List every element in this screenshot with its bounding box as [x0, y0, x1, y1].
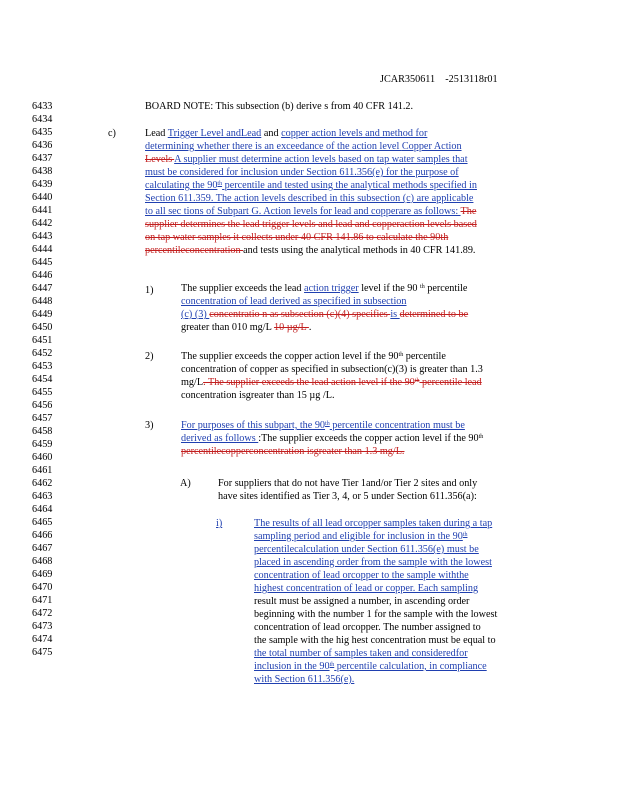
line-number: 6440: [32, 192, 53, 203]
text-line: [254, 531, 467, 543]
line-number: 6470: [32, 582, 53, 593]
inserted-text: percentilecalculation under Section 611.356(e) must be: [254, 544, 479, 555]
text-line: [218, 491, 477, 503]
item-label-i: i): [216, 518, 223, 529]
text-line: [254, 648, 468, 660]
item-label-1: 1): [145, 285, 154, 296]
text-line: [254, 674, 354, 686]
line-number: 6436: [32, 140, 53, 151]
line-number: 6459: [32, 439, 53, 450]
line-number: 6446: [32, 270, 53, 281]
inserted-text: to all sec tions of Subpart G. Action levels for lead and copperare as follows:: [145, 206, 461, 217]
inserted-text: th: [325, 421, 330, 427]
text-line: [145, 193, 473, 205]
text-line: [181, 377, 482, 389]
plain-text: BOARD NOTE: This subsection (b) derive s from 40 CFR 141.2.: [145, 101, 414, 112]
inserted-text: inclusion in the 90: [254, 661, 330, 672]
line-number: 6445: [32, 257, 53, 268]
deleted-text: on tap water samples it collects under 40 CFR 141.86 to calculate the 90th: [145, 232, 449, 243]
text-line: [145, 101, 413, 113]
item-label-2: 2): [145, 351, 154, 362]
inserted-text: lead: [250, 296, 270, 307]
line-number: 6452: [32, 348, 53, 359]
plain-text: beginning with the number 1 for the sample with the lowest: [254, 609, 498, 620]
line-number: 6438: [32, 166, 53, 177]
deleted-text: percentilecopperconcentration: [181, 446, 307, 457]
plain-text: concentration of copper as specified in subsection(c)(3) is greater than 1.3: [181, 364, 483, 375]
inserted-text: highest concentration of lead or copper. Each sampling: [254, 583, 479, 594]
inserted-text: (c) (3): [181, 309, 210, 320]
line-number: 6448: [32, 296, 53, 307]
inserted-text: th: [329, 662, 335, 668]
line-number: 6458: [32, 426, 53, 437]
text-line: [181, 390, 335, 402]
line-number: 6444: [32, 244, 53, 255]
plain-text: mg/L: [181, 377, 204, 388]
plain-text: the sample with the hig hest concentration must be equal to: [254, 635, 496, 646]
text-line: [254, 518, 492, 530]
text-line: [145, 167, 459, 179]
inserted-text: Trigger Level andLead: [167, 128, 262, 139]
inserted-text: concentration of: [181, 296, 251, 307]
line-number: 6460: [32, 452, 53, 463]
deleted-text: th: [414, 378, 420, 384]
text-line: [181, 283, 467, 295]
deleted-text: 10 µg/L: [273, 322, 309, 333]
line-number: 6443: [32, 231, 53, 242]
inserted-text: th: [217, 181, 223, 187]
inserted-text: A supplier must determine action levels based on tap water samples that: [174, 154, 468, 165]
item-label-A: A): [180, 478, 191, 489]
deleted-text: determined to be: [399, 309, 469, 320]
line-number: 6457: [32, 413, 53, 424]
text-line: [254, 557, 492, 569]
inserted-text: copper action levels and method for: [281, 128, 428, 139]
inserted-text: Section 611.359. The action levels described in this subsection (c) are applicable: [145, 193, 474, 204]
plain-text: :The supplier exceeds the copper action level if the 90: [258, 433, 479, 444]
deleted-text: concentratio n as subsection (c)(4) specifies: [209, 309, 391, 320]
line-number: 6465: [32, 517, 53, 528]
text-line: [145, 219, 477, 231]
line-number: 6456: [32, 400, 53, 411]
text-line: [145, 232, 448, 244]
line-number: 6441: [32, 205, 53, 216]
text-line: [254, 661, 487, 673]
plain-text: greater than 010 mg/L: [181, 322, 274, 333]
plain-text: th: [478, 434, 484, 440]
plain-text: concentration isgreater than 15 µg /L.: [181, 390, 335, 401]
plain-text: Lead: [145, 128, 168, 139]
text-line: [254, 622, 481, 634]
plain-text: .: [308, 322, 312, 333]
text-line: [254, 544, 479, 556]
inserted-text: must be considered for inclusion under Section 611.356(e) for the purpose of: [145, 167, 459, 178]
inserted-text: percentile calculation, in compliance: [334, 661, 487, 672]
inserted-text: is: [390, 309, 400, 320]
line-number: 6461: [32, 465, 53, 476]
text-line: [181, 309, 468, 321]
text-line: [181, 433, 483, 445]
text-line: [181, 364, 483, 376]
deleted-text: The: [460, 206, 477, 217]
inserted-text: with Section 611.356(e).: [254, 674, 355, 685]
inserted-text: th: [462, 532, 468, 538]
inserted-text: determining whether there is an exceedance of the action level: [145, 141, 402, 152]
text-line: [181, 296, 406, 308]
line-number: 6433: [32, 101, 53, 112]
inserted-text: For purposes of this subpart, the 90: [181, 420, 326, 431]
line-number: 6469: [32, 569, 53, 580]
line-number: 6434: [32, 114, 53, 125]
line-number: 6471: [32, 595, 53, 606]
line-number: 6435: [32, 127, 53, 138]
inserted-text: concentration of lead orcopper to the sample withthe: [254, 570, 469, 581]
line-number: 6472: [32, 608, 53, 619]
line-number: 6466: [32, 530, 53, 541]
text-line: [181, 446, 404, 458]
plain-text: level if the 90: [358, 283, 421, 294]
text-line: [254, 570, 469, 582]
line-number: 6449: [32, 309, 53, 320]
line-number: 6473: [32, 621, 53, 632]
item-label-c: c): [108, 128, 116, 139]
deleted-text: Levels: [145, 154, 175, 165]
plain-text: percentile: [403, 351, 446, 362]
inserted-text: action trigger: [304, 283, 359, 294]
plain-text: th: [398, 352, 404, 358]
plain-text: The supplier exceeds the copper action level if the 90: [181, 351, 399, 362]
plain-text: percentile: [424, 283, 468, 294]
deleted-text: percentileconcentration: [145, 245, 244, 256]
inserted-text: percentile and tested using the analytical methods specified in: [222, 180, 477, 191]
plain-text: For suppliers that do not have Tier 1and/or Tier 2 sites and only: [218, 478, 478, 489]
plain-text: have sites identified as Tier 3, 4, or 5 under Section 611.356(a):: [218, 491, 477, 502]
text-line: [218, 478, 477, 490]
plain-text: result must be assigned a number, in ascending order: [254, 596, 470, 607]
line-number: 6464: [32, 504, 53, 515]
line-number: 6474: [32, 634, 53, 645]
text-line: [145, 206, 476, 218]
line-number: 6467: [32, 543, 53, 554]
deleted-text: supplier determines the lead trigger levels and lead and copperaction levels based: [145, 219, 477, 230]
line-number: 6447: [32, 283, 53, 294]
text-line: [145, 141, 462, 153]
line-number: 6437: [32, 153, 53, 164]
deleted-text: . The supplier exceeds the lead action level if the 90: [203, 377, 415, 388]
line-number: 6462: [32, 478, 53, 489]
line-number: 6451: [32, 335, 53, 346]
line-number: 6475: [32, 647, 53, 658]
line-number: 6455: [32, 387, 53, 398]
line-number: 6463: [32, 491, 53, 502]
text-line: [254, 609, 497, 621]
text-line: [181, 322, 311, 334]
text-line: [254, 596, 469, 608]
line-number: 6468: [32, 556, 53, 567]
item-label-3: 3): [145, 420, 154, 431]
plain-text: The supplier exceeds the lead: [181, 283, 305, 294]
plain-text: and: [261, 128, 282, 139]
line-number: 6439: [32, 179, 53, 190]
document-header: JCAR350611 -2513118r01: [380, 74, 498, 85]
inserted-text: Copper Action: [401, 141, 462, 152]
line-number: 6453: [32, 361, 53, 372]
line-number: 6450: [32, 322, 53, 333]
text-line: [145, 180, 477, 192]
plain-text: concentration of lead orcopper. The number assigned to: [254, 622, 481, 633]
inserted-text: derived as follows: [181, 433, 259, 444]
text-line: [254, 635, 496, 647]
inserted-text: derived as specified in subsection: [269, 296, 407, 307]
line-number: 6454: [32, 374, 53, 385]
text-line: [254, 583, 478, 595]
inserted-text: the total number of samples taken and consideredfor: [254, 648, 468, 659]
inserted-text: The results of all lead orcopper samples taken during a tap: [254, 518, 493, 529]
plain-text: th: [420, 284, 425, 290]
text-line: [145, 128, 427, 140]
inserted-text: sampling period and eligible for inclusion in the 90: [254, 531, 463, 542]
inserted-text: calculating the 90: [145, 180, 218, 191]
text-line: [181, 351, 446, 363]
text-line: [145, 154, 468, 166]
text-line: [145, 245, 475, 257]
deleted-text: isgreater than 1.3 mg/L.: [306, 446, 405, 457]
inserted-text: placed in ascending order from the sample with the lowest: [254, 557, 492, 568]
plain-text: and tests using the analytical methods in 40 CFR 141.89.: [243, 245, 476, 256]
deleted-text: percentile lead: [419, 377, 482, 388]
inserted-text: percentile concentration must be: [329, 420, 465, 431]
line-number: 6442: [32, 218, 53, 229]
text-line: [181, 420, 465, 432]
